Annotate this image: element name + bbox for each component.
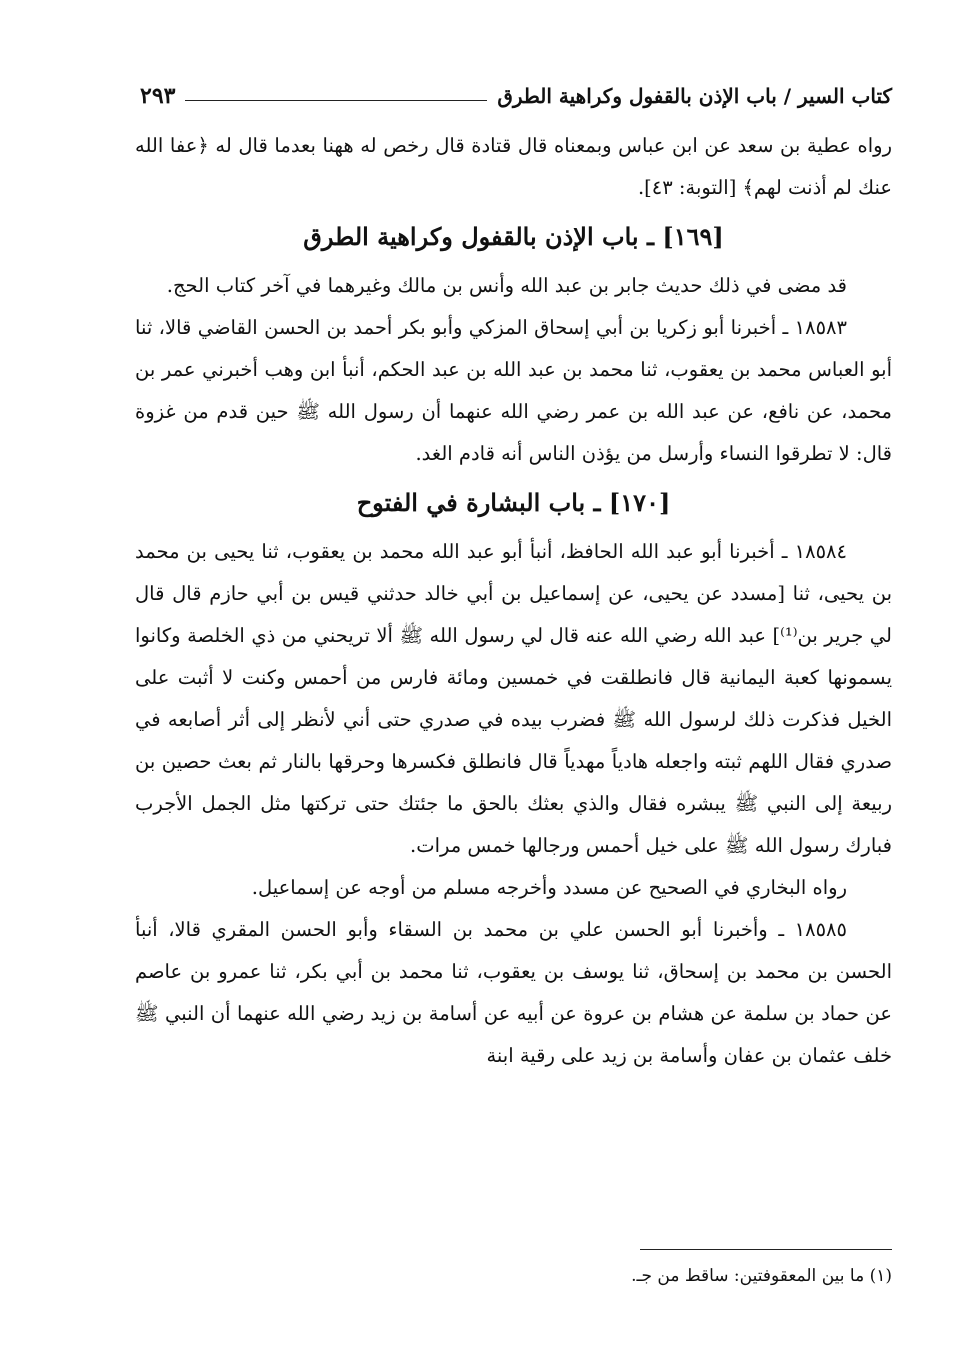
running-header bbox=[140, 78, 892, 114]
section-heading-170: [١٧٠] ـ باب البشارة في الفتوح bbox=[356, 488, 671, 517]
footnote-rule bbox=[640, 1249, 892, 1250]
section-heading-169: [١٦٩] ـ باب الإذن بالقفول وكراهية الطرق bbox=[303, 222, 724, 251]
footnote: (١) ما بين المعقوفتين: ساقط من جـ. bbox=[631, 1266, 892, 1286]
hadith-18583: ١٨٥٨٣ ـ أخبرنا أبو زكريا بن أبي إسحاق المزكي وأبو بكر أحمد بن الحسن القاضي قالا، ثنا أبو العباس محمد بن يعقوب، ثنا محمد بن عبد الله بن عبد الحكم، أنبأ ابن وهب أخبرني عمر بن محمد، عن نافع، عن عبد الله بن عمر رضي الله عنهما أن رسول الله ﷺ حين قدم من غزوة قال: لا تطرقوا النساء وأرسل من يؤذن الناس أنه قادم الغد. bbox=[135, 316, 892, 465]
page-body bbox=[135, 125, 892, 1077]
hadith-18585: ١٨٥٨٥ ـ وأخبرنا أبو الحسن علي بن محمد بن السقاء وأبو الحسن المقري قالا، أنبأ الحسن بن محمد بن إسحاق، ثنا يوسف بن يعقوب، ثنا محمد بن أبي بكر، ثنا عمرو بن عاصم عن حماد بن سلمة عن هشام بن عروة عن أبيه عن أسامة بن زيد رضي الله عنهما أن النبي ﷺ خلف عثمان بن عفان وأسامة بن زيد على رقية ابنة bbox=[135, 918, 892, 1067]
hadith-18584: ١٨٥٨٤ ـ أخبرنا أبو عبد الله الحافظ، أنبأ أبو عبد الله محمد بن يعقوب، ثنا يحيى بن محمد بن يحيى، ثنا [مسدد عن يحيى، عن إسماعيل بن أبي خالد حدثني قيس بن أبي حازم قال قال لي جرير بن⁽¹⁾] عبد الله رضي الله عنه قال لي رسول الله ﷺ ألا تريحني من ذي الخلصة وكانوا يسمونها كعبة اليمانية قال فانطلقت في خمسين ومائة فارس من أحمس وكنت لا أثبت على الخيل فذكرت ذلك لرسول الله ﷺ فضرب بيده في صدري حتى أني لأنظر إلى أثر أصابعه في صدري فقال اللهم ثبته واجعله هادياً مهدياً قال فانطلق فكسرها وحرقها بالنار ثم بعث حصين بن ربيعة إلى النبي ﷺ يبشره فقال والذي بعثك بالحق ما جئتك حتى تركتها مثل الجمل الأجرب فبارك رسول الله ﷺ على خيل أحمس ورجالها خمس مرات. bbox=[135, 540, 892, 857]
paragraph-intro: قد مضى في ذلك حديث جابر بن عبد الله وأنس بن مالك وغيرهما في آخر كتاب الحج. bbox=[166, 274, 847, 297]
page-number: ٢٩٣ bbox=[140, 83, 176, 109]
paragraph-source: رواه البخاري في الصحيح عن مسدد وأخرجه مسلم من أوجه عن إسماعيل. bbox=[251, 876, 847, 899]
paragraph-narration: رواه عطية بن سعد عن ابن عباس وبمعناه قال قتادة قال رخص له ههنا بعدما قال له ﴿عفا الله عنك لم أذنت لهم﴾ [التوبة: ٤٣]. bbox=[135, 134, 892, 199]
running-title: كتاب السير / باب الإذن بالقفول وكراهية الطرق bbox=[497, 84, 892, 108]
header-rule bbox=[185, 100, 487, 101]
